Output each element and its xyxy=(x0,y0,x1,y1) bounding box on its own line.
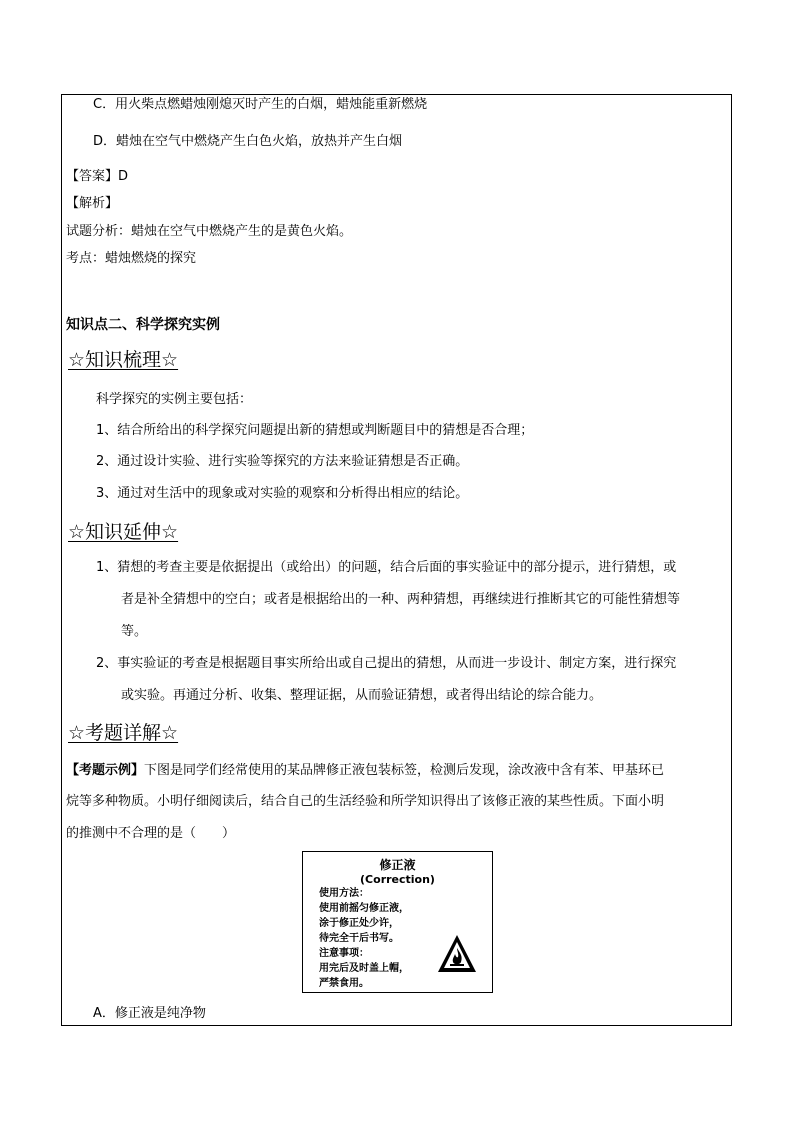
label-line-6: 用完后及时盖上帽， xyxy=(319,963,409,974)
example-line-2: 烷等多种物质。小明仔细阅读后，结合自己的生活经验和所学知识得出了该修正液的某些性质。下面小明 xyxy=(66,794,665,809)
yanshen-item-2-line-2: 或实验。再通过分析、收集、整理证据，从而验证猜想，或者得出结论的综合能力。 xyxy=(121,688,603,703)
knowledge-point-title: 知识点二、科学探究实例 xyxy=(66,317,220,333)
shuli-intro: 科学探究的实例主要包括： xyxy=(96,392,253,407)
analysis-text: 试题分析：蜡烛在空气中燃烧产生的是黄色火焰。 xyxy=(66,224,353,239)
shuli-item-3: 3、通过对生活中的现象或对实验的观察和分析得出相应的结论。 xyxy=(96,486,469,501)
label-line-2: 使用前摇匀修正液， xyxy=(319,903,409,914)
option-c: C．用火柴点燃蜡烛刚熄灭时产生的白烟，蜡烛能重新燃烧 xyxy=(93,97,428,112)
example-line-3: 的推测中不合理的是（ ） xyxy=(66,826,236,841)
example-tag: 【考题示例】 xyxy=(66,763,145,778)
shuli-item-1: 1、结合所给出的科学探究问题提出新的猜想或判断题目中的猜想是否合理； xyxy=(96,423,534,438)
kaodian: 考点：蜡烛燃烧的探究 xyxy=(66,251,197,266)
label-line-1: 使用方法： xyxy=(319,888,369,899)
option-d: D．蜡烛在空气中燃烧产生白色火焰，放热并产生白烟 xyxy=(93,134,403,149)
label-line-4: 待完全干后书写。 xyxy=(319,933,399,944)
section-xiangjie: ☆考题详解☆ xyxy=(68,722,179,744)
yanshen-item-1-line-3: 等。 xyxy=(121,624,148,639)
label-title: 修正液 xyxy=(379,858,416,872)
yanshen-item-1-line-1: 1、猜想的考查主要是依据提出（或给出）的问题，结合后面的事实验证中的部分提示，进行猜想，或 xyxy=(96,560,677,575)
yanshen-item-2-line-1: 2、事实验证的考查是根据题目事实所给出或自己提出的猜想，从而进一步设计、制定方案，进行探究 xyxy=(96,656,677,671)
label-subtitle: (Correction) xyxy=(360,873,435,886)
example-text-1: 下图是同学们经常使用的某品牌修正液包装标签，检测后发现，涂改液中含有苯、甲基环已 xyxy=(144,763,665,778)
section-shuli: ☆知识梳理☆ xyxy=(68,349,179,371)
yanshen-item-1-line-2: 者是补全猜想中的空白；或者是根据给出的一种、两种猜想，再继续进行推断其它的可能性猜想等 xyxy=(121,592,681,607)
section-yanshen: ☆知识延伸☆ xyxy=(68,521,179,543)
label-line-3: 涂于修正处少许， xyxy=(319,918,399,929)
flammable-warning-icon xyxy=(435,932,479,976)
label-line-7: 严禁食用。 xyxy=(319,978,369,989)
option-a: A．修正液是纯净物 xyxy=(93,1006,206,1021)
label-line-5: 注意事项： xyxy=(319,948,369,959)
shuli-item-2: 2、通过设计实验、进行实验等探究的方法来验证猜想是否正确。 xyxy=(96,454,469,469)
example-line-1 xyxy=(66,762,664,780)
correction-fluid-label-image xyxy=(302,851,493,993)
answer: 【答案】D xyxy=(66,169,129,184)
analysis-heading: 【解析】 xyxy=(66,196,119,211)
